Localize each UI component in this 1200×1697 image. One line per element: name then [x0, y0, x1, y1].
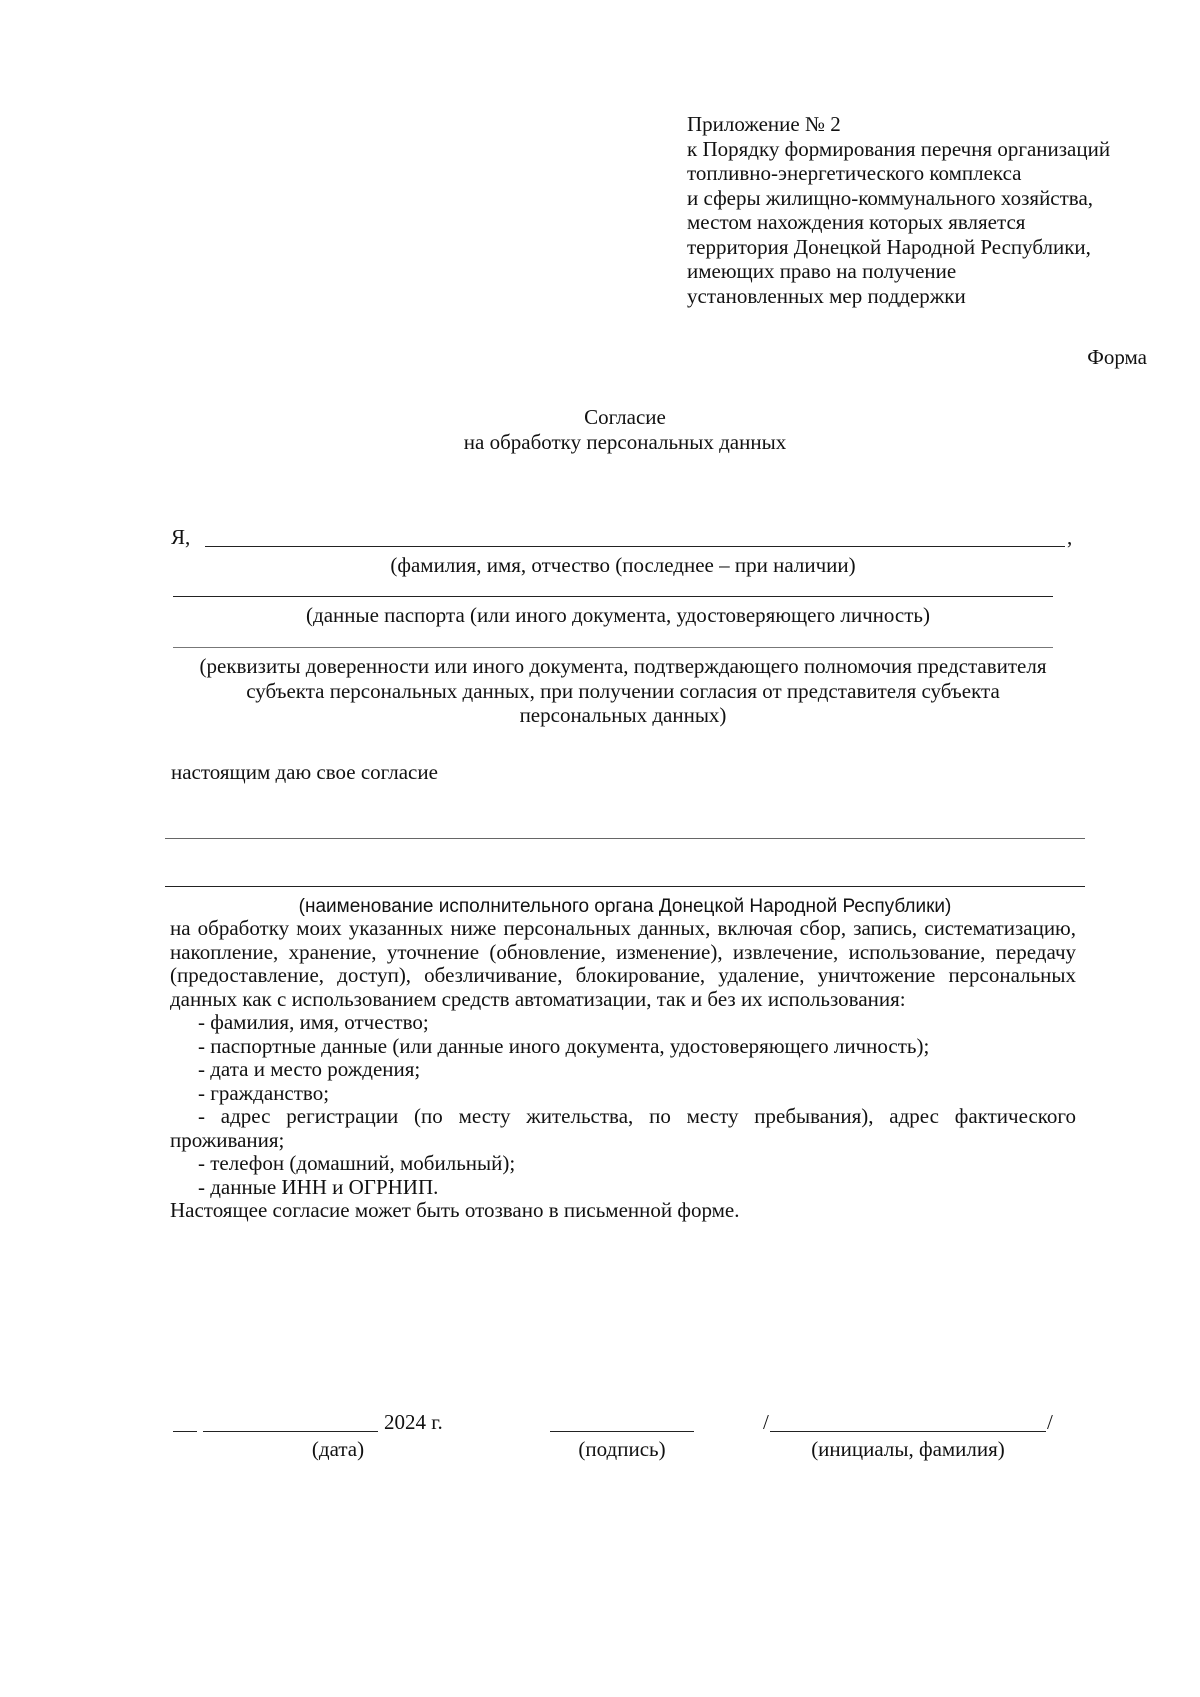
document-subtitle: на обработку персональных данных	[463, 430, 787, 454]
annex-line: местом нахождения которых является	[687, 210, 1026, 234]
annex-line: территория Донецкой Народной Республики,	[687, 234, 1091, 259]
month-line[interactable]	[203, 1431, 378, 1432]
power-caption-line2: субъекта персональных данных, при получении согласия от представителя субъекта	[246, 679, 1000, 703]
consent-paragraph: на обработку моих указанных ниже персональных данных, включая сбор, запись, систематизацию, накопление, хранение, уточнение (обновление, изменение), извлечение, использование, передачу (предоставление, доступ), обезличивание, блокирование, удаление, уничтожение персональных данных как с использованием средств автоматизации, так и без их использования:	[170, 916, 1076, 1011]
list-item: - дата и место рождения;	[198, 1057, 421, 1081]
consent-body	[170, 917, 1076, 1223]
power-caption-line1: (реквизиты доверенности или иного документа, подтверждающего полномочия представителя	[199, 654, 1047, 678]
name-slash-right: /	[1047, 1410, 1053, 1434]
annex-line: Приложение № 2	[687, 112, 841, 136]
annex-line: имеющих право на получение	[687, 259, 957, 283]
document-title: Согласие	[584, 405, 666, 429]
passport-caption: (данные паспорта (или иного документа, удостоверяющего личность)	[306, 603, 930, 627]
fio-line[interactable]	[205, 546, 1065, 547]
passport-line[interactable]	[173, 596, 1053, 597]
power-caption-line3: персональных данных)	[519, 703, 727, 727]
name-caption: (инициалы, фамилия)	[811, 1437, 1005, 1461]
fio-caption: (фамилия, имя, отчество (последнее – при наличии)	[390, 553, 856, 577]
annex-header	[687, 112, 1110, 308]
list-item: - фамилия, имя, отчество;	[198, 1010, 429, 1034]
power-of-attorney-line[interactable]	[173, 647, 1053, 648]
name-slash-left: /	[763, 1410, 769, 1434]
list-item: - данные ИНН и ОГРНИП.	[198, 1174, 439, 1199]
closing-statement: Настоящее согласие может быть отозвано в письменной форме.	[170, 1198, 740, 1222]
list-item: - телефон (домашний, мобильный);	[198, 1151, 516, 1175]
annex-line: установленных мер поддержки	[687, 283, 966, 308]
year-label: 2024 г.	[384, 1410, 443, 1434]
list-item: - адрес регистрации (по месту жительства, по месту пребывания), адрес фактического проживания;	[170, 1104, 1076, 1152]
name-line[interactable]	[770, 1431, 1046, 1432]
organ-caption: (наименование исполнительного органа Донецкой Народной Республики)	[298, 896, 952, 917]
form-label: Форма	[1087, 345, 1147, 369]
data-list	[170, 1011, 1076, 1199]
i-prefix: Я,	[171, 525, 191, 549]
annex-line: и сферы жилищно-коммунального хозяйства,	[687, 185, 1094, 210]
signature-line[interactable]	[550, 1431, 694, 1432]
list-item: - паспортные данные (или данные иного документа, удостоверяющего личность);	[198, 1033, 930, 1058]
list-item: - гражданство;	[198, 1080, 330, 1105]
annex-line: к Порядку формирования перечня организаций	[687, 136, 1111, 161]
day-line[interactable]	[173, 1431, 197, 1432]
date-caption: (дата)	[311, 1437, 365, 1461]
annex-line: топливно-энергетического комплекса	[687, 161, 1022, 185]
fio-comma: ,	[1067, 525, 1073, 549]
signature-caption: (подпись)	[578, 1437, 666, 1461]
consent-intro: настоящим даю свое согласие	[171, 760, 438, 784]
organ-line-1[interactable]	[165, 838, 1085, 839]
organ-line-2[interactable]	[165, 886, 1085, 887]
